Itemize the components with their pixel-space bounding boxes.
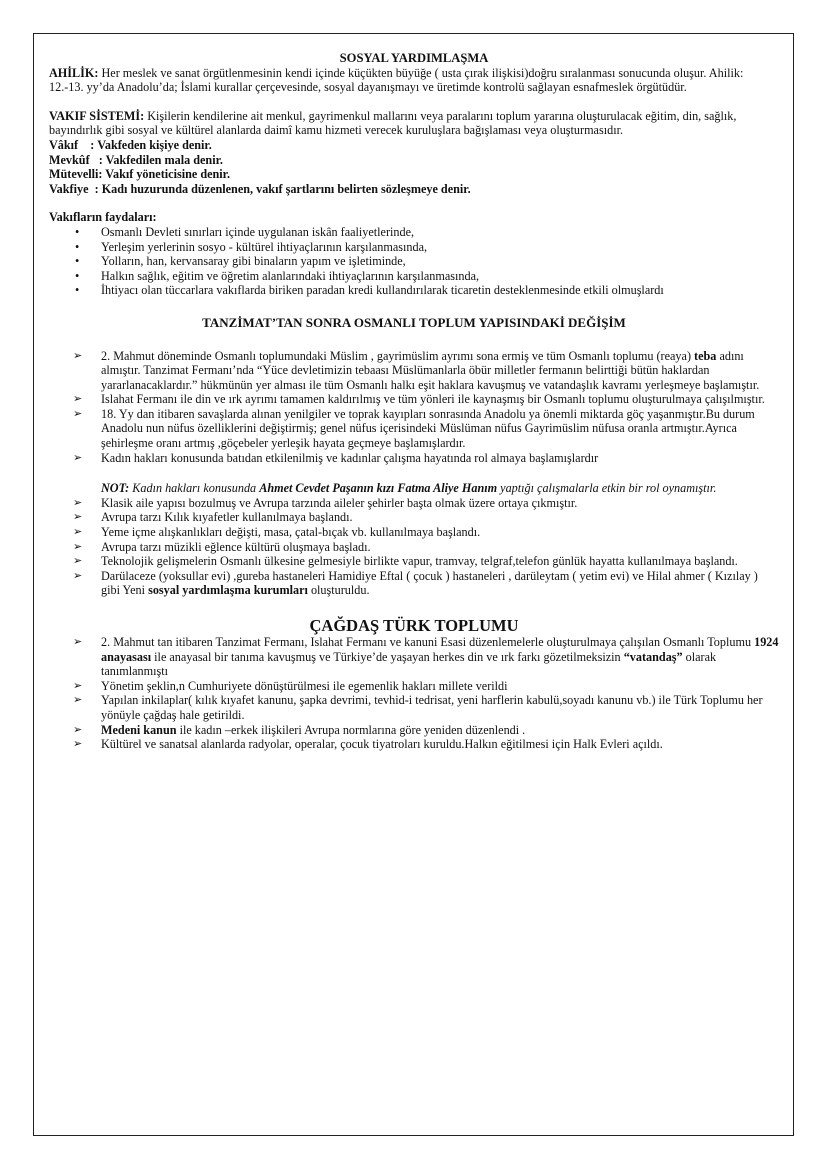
modern-society-list xyxy=(49,635,779,752)
list-item: ➢ Darülaceze (yoksullar evi) ,gureba hastaneleri Hamidiye Eftal ( çocuk ) hastaneleri , darüleytam ( yetim evi) ve Hilal ahmer ( Kızılay ) gibi Yeni sosyal yardımlaşma kurumları oluşturuldu. xyxy=(73,568,758,598)
arrowhead-bullet-icon: ➢ xyxy=(73,636,83,648)
list-item: • Yolların, han, kervansaray gibi binaların yapım ve işletiminde, xyxy=(49,254,779,269)
list-item: ➢ Kadın hakları konusunda batıdan etkilenilmiş ve kadınlar çalışma hayatında rol almaya başlamışlardır xyxy=(73,450,599,465)
arrowhead-bullet-icon: ➢ xyxy=(73,407,83,420)
arrowhead-bullet-icon: ➢ xyxy=(73,738,83,751)
document-body xyxy=(49,51,779,752)
benefits-list xyxy=(49,225,779,298)
definition-vakfiye: Vakfiye : Kadı huzurunda düzenlenen, vakıf şartlarını belirten sözleşmeye denir. xyxy=(49,181,471,196)
vakif-paragraph xyxy=(49,109,779,138)
list-item: ➢ Kültürel ve sanatsal alanlarda radyolar, operalar, çocuk tiyatroları kuruldu.Halkın eğitilmesi için Halk Evleri açıldı. xyxy=(73,737,663,752)
ahilik-paragraph xyxy=(49,66,779,95)
arrowhead-bullet-icon: ➢ xyxy=(73,451,83,464)
arrowhead-bullet-icon: ➢ xyxy=(73,349,83,362)
list-item: • Halkın sağlık, eğitim ve öğretim alanlarındaki ihtiyaçlarının karşılanmasında, xyxy=(49,269,779,284)
social-change-list xyxy=(49,496,779,598)
arrowhead-bullet-icon: ➢ xyxy=(73,526,83,539)
section3-title: ÇAĞDAŞ TÜRK TOPLUMU xyxy=(309,616,519,635)
list-item: ➢ Klasik aile yapısı bozulmuş ve Avrupa tarzında aileler şehirler başta olmak üzere ortaya çıkmıştır. xyxy=(73,495,578,510)
section2-title: TANZİMAT’TAN SONRA OSMANLI TOPLUM YAPISINDAKİ DEĞİŞİM xyxy=(202,314,626,330)
list-item: ➢ Teknolojik gelişmelerin Osmanlı ülkesine gelmesiyle birlikte vapur, tramvay, telgraf,telefon günlük hayatta kullanılmaya başlandı. xyxy=(73,554,738,569)
definition-mevkuf: Mevkûf : Vakfedilen mala denir. xyxy=(49,152,223,167)
arrowhead-bullet-icon: ➢ xyxy=(73,540,83,553)
arrowhead-bullet-icon: ➢ xyxy=(73,723,83,736)
tanzimat-list xyxy=(49,349,779,466)
ahilik-label: AHİLİK: xyxy=(49,65,99,80)
list-item: ➢ Yönetim şeklin,n Cumhuriyete dönüştürülmesi ile egemenlik hakları millete verildi xyxy=(73,678,508,693)
arrowhead-bullet-icon: ➢ xyxy=(73,569,83,582)
section1-title: SOSYAL YARDIMLAŞMA xyxy=(339,51,489,65)
note-paragraph: NOT: Kadın hakları konusunda Ahmet Cevdet Paşanın kızı Fatma Aliye Hanım yaptığı çalışmalarla etkin bir rol oynamıştır. xyxy=(101,481,717,496)
vakif-label: VAKIF SİSTEMİ: xyxy=(49,108,145,123)
arrowhead-bullet-icon: ➢ xyxy=(73,694,83,707)
list-item: ➢ Avrupa tarzı Kılık kıyafetler kullanılmaya başlandı. xyxy=(73,510,353,525)
list-item: • Osmanlı Devleti sınırları içinde uygulanan iskân faaliyetlerinde, xyxy=(49,225,779,240)
list-item: • İhtiyacı olan tüccarlara vakıflarda biriken paradan kredi kullandırılarak ticaretin desteklenmesinde etkili olmuşlardı xyxy=(49,283,779,298)
arrowhead-bullet-icon: ➢ xyxy=(73,679,83,692)
arrowhead-bullet-icon: ➢ xyxy=(73,511,83,524)
list-item: ➢ 2. Mahmut tan itibaren Tanzimat Fermanı, Islahat Fermanı ve kanuni Esasi düzenlemelerle oluşturulmaya çalışılan Osmanlı Toplumu 1924 anayasası ile anayasal bir tanıma kavuşmuş ve Türkiye’de yaşayan herkes din ve ırk farkı gözetilmeksizin “vatandaş” olarak tanımlanmıştı xyxy=(73,635,779,679)
list-item: ➢ Yeme içme alışkanlıkları değişti, masa, çatal-bıçak vb. kullanılmaya başlandı. xyxy=(73,525,481,540)
vakif-text: Kişilerin kendilerine ait menkul, gayrimenkul mallarını veya paralarını toplum yararına oluşturulacak eğitim, din, sağlık, bayındırlık gibi sosyal ve kültürel alanlarda daimî kamu hizmeti verecek kuruluşlara bağışlaması veya oluşturmasıdır. xyxy=(49,108,737,138)
list-item: ➢ Islahat Fermanı ile din ve ırk ayrımı tamamen kaldırılmış ve tüm yönleri ile kaynaşmış bir Osmanlı toplumu oluşturulmaya çalışılmıştır. xyxy=(73,392,765,407)
list-item: ➢ Avrupa tarzı müzikli eğlence kültürü oluşmaya başladı. xyxy=(73,539,371,554)
list-item: ➢ 18. Yy dan itibaren savaşlarda alınan yenilgiler ve toprak kayıpları sonrasında Anadolu ya önemli miktarda göç yaşanmıştır.Bu durum Anadolu nun nüfus özelliklerini değiştirmiş; genel nüfus içerisindeki Müslüman nüfus Gayrimüslim nüfusa oranla artmıştır.Ayrıca şehirleşme oranı artmış ,göçebeler yerleşik hayata geçmeye başlamışlardır. xyxy=(73,406,755,451)
ahilik-text: Her meslek ve sanat örgütlenmesinin kendi içinde küçükten büyüğe ( usta çırak ilişkisi)doğru sıralanması sonucunda oluşur. Ahilik: 12.-13. yy’da Anadolu’da; İslami kurallar çerçevesinde, sosyal dayanışmayı ve üretimde kontrolü sağlayan esnafmeslek örgütüdür. xyxy=(49,65,744,95)
arrowhead-bullet-icon: ➢ xyxy=(73,555,83,568)
definition-vakif: Vâkıf : Vakfeden kişiye denir. xyxy=(49,137,212,152)
definition-mutevelli: Mütevelli: Vakıf yöneticisine denir. xyxy=(49,167,231,182)
benefits-heading: Vakıfların faydaları: xyxy=(49,210,157,225)
list-item: ➢ Medeni kanun ile kadın –erkek ilişkileri Avrupa normlarına göre yeniden düzenlendi . xyxy=(73,722,526,737)
note-label: NOT: xyxy=(101,481,130,496)
list-item: ➢ 2. Mahmut döneminde Osmanlı toplumundaki Müslim , gayrimüslim ayrımı sona ermiş ve tüm Osmanlı toplumu (reaya) teba adını almıştır. Tanzimat Fermanı’nda “Yüce devletimizin tebaası Müslümanlarla öbür milletler fermanın belirttiği bütün haklardan yararlanacaklardır.” hükmünün yer alması ile tüm Osmanlı halkı eşit haklara kavuşmuş ve vatandaşlık kavramı yerleşmeye başlamıştır. xyxy=(73,348,760,392)
list-item: • Yerleşim yerlerinin sosyo - kültürel ihtiyaçlarının karşılanmasında, xyxy=(49,240,779,255)
list-item: ➢ Yapılan inkilaplar( kılık kıyafet kanunu, şapka devrimi, tevhid-i tedrisat, yeni harflerin kabulü,soyadı kanunu vb.) ile Türk Toplumu her yönüyle çağdaş hale getirildi. xyxy=(73,693,763,722)
arrowhead-bullet-icon: ➢ xyxy=(73,496,83,509)
arrowhead-bullet-icon: ➢ xyxy=(73,393,83,406)
